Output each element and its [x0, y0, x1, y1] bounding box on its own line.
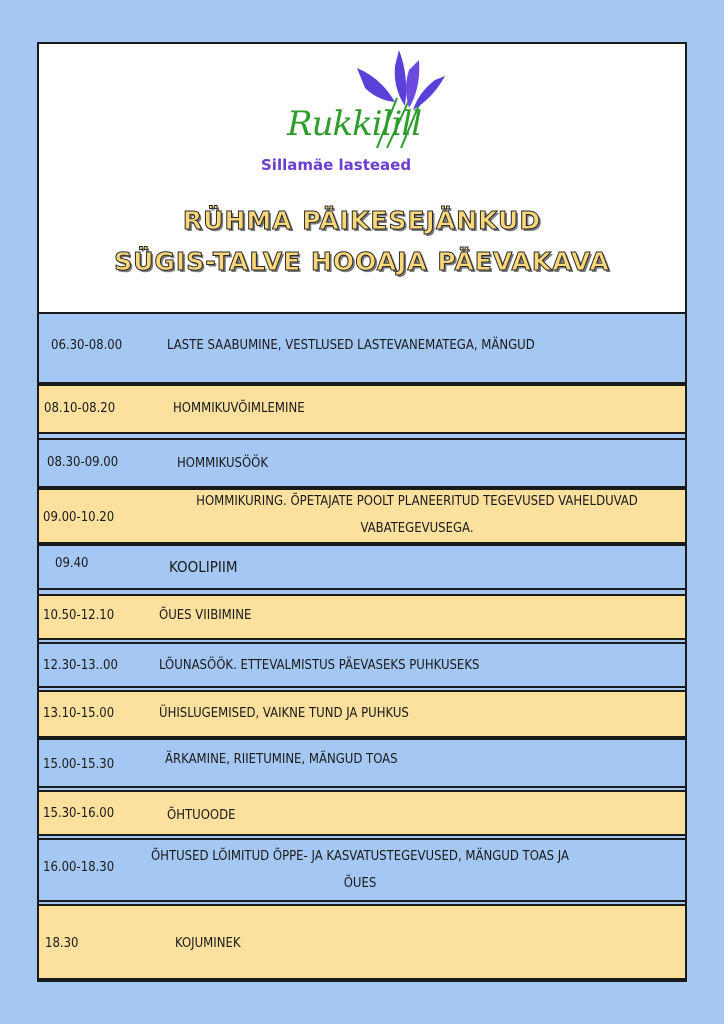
- row-time: 09.00-10.20: [43, 510, 115, 525]
- logo-subtitle: Sillamäe lasteaed: [261, 156, 412, 174]
- header: [39, 44, 685, 314]
- row-time: 08.30-09.00: [47, 455, 119, 470]
- row-activity: HOMMIKURING. ÕPETAJATE POOLT PLANEERITUD TEGEVUSED VAHELDUVAD VABATEGEVUSEGA.: [196, 494, 638, 536]
- row-time: 13.10-15.00: [43, 706, 115, 721]
- schedule-row: [39, 438, 685, 488]
- logo-wordmark: Rukkilill: [287, 104, 422, 144]
- row-time: 12.30-13..00: [43, 658, 118, 673]
- row-time: 18.30: [45, 936, 79, 951]
- row-time: 06.30-08.00: [51, 338, 123, 353]
- schedule-row: [39, 790, 685, 836]
- row-time: 09.40: [55, 556, 89, 571]
- schedule-row: [39, 594, 685, 640]
- row-activity: ÕUES VIIBIMINE: [159, 608, 252, 623]
- row-activity: KOJUMINEK: [175, 936, 241, 951]
- row-activity: LASTE SAABUMINE, VESTLUSED LASTEVANEMATEGA, MÄNGUD: [167, 338, 535, 353]
- schedule-row: [39, 904, 685, 980]
- row-activity: HOMMIKUSÖÖK: [177, 456, 269, 471]
- row-time: 16.00-18.30: [43, 860, 115, 875]
- schedule-row: [39, 544, 685, 590]
- schedule-row: [39, 642, 685, 688]
- schedule-row: [39, 690, 685, 738]
- row-activity: ÄRKAMINE, RIIETUMINE, MÄNGUD TOAS: [165, 752, 398, 767]
- season-title: SÜGIS-TALVE HOOAJA PÄEVAKAVA: [114, 247, 610, 276]
- schedule-row: [39, 838, 685, 902]
- schedule-row: [39, 384, 685, 434]
- row-time: 15.00-15.30: [43, 757, 115, 772]
- row-time: 08.10-08.20: [44, 401, 116, 416]
- group-title: RÜHMA PÄIKESEJÄNKUD: [182, 206, 542, 235]
- row-activity: ÕHTUOODE: [167, 808, 236, 823]
- row-activity: ÕHTUSED LÕIMITUD ÕPPE- JA KASVATUSTEGEVUSED, MÄNGUD TOAS JA ÕUES: [150, 849, 570, 891]
- schedule-row: [39, 488, 685, 544]
- row-activity: KOOLIPIIM: [169, 558, 238, 576]
- row-activity: HOMMIKUVÕIMLEMINE: [173, 401, 305, 416]
- row-time: 10.50-12.10: [43, 608, 115, 623]
- schedule-sheet: [37, 42, 687, 982]
- row-activity: ÜHISLUGEMISED, VAIKNE TUND JA PUHKUS: [159, 706, 409, 721]
- row-activity: LÕUNASÖÖK. ETTEVALMISTUS PÄEVASEKS PUHKUSEKS: [159, 658, 480, 673]
- schedule-row: [39, 738, 685, 788]
- schedule-row: [39, 312, 685, 384]
- logo: [249, 48, 459, 188]
- row-time: 15.30-16.00: [43, 806, 115, 821]
